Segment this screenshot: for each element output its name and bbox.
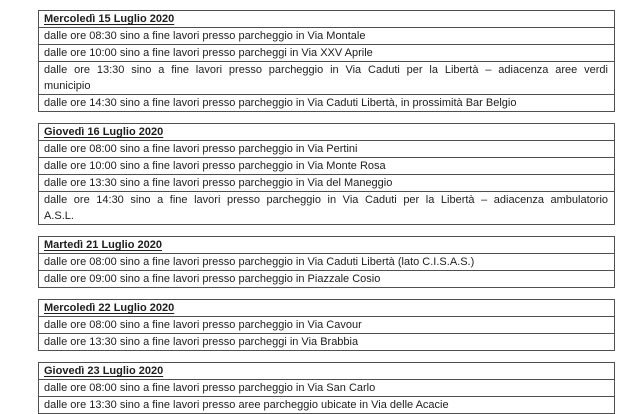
date-header: Mercoledì 15 Luglio 2020: [44, 13, 175, 25]
date-header-row: [39, 363, 614, 379]
row-text: dalle ore 08:00 sino a fine lavori presso parcheggio in Via Cavour: [44, 319, 362, 331]
row-text: dalle ore 14:30 sino a fine lavori presso parcheggio in Via Caduti Libertà, in prossimità Bar Belgio: [44, 97, 517, 109]
table-row: [39, 379, 614, 396]
table-row: [39, 191, 614, 224]
table-row: [39, 140, 614, 157]
date-header: Giovedì 16 Luglio 2020: [44, 126, 164, 138]
row-text: dalle ore 10:00 sino a fine lavori presso parcheggi in Via XXV Aprile: [44, 47, 373, 59]
row-text: dalle ore 13:30 sino a fine lavori presso aree parcheggio ubicate in Via delle Acacie: [44, 399, 449, 411]
row-text: dalle ore 08:00 sino a fine lavori presso parcheggio in Via Pertini: [44, 143, 358, 155]
table-row: [39, 270, 614, 287]
table-row: [39, 174, 614, 191]
date-header-row: [39, 11, 614, 27]
row-text: dalle ore 13:30 sino a fine lavori presso parcheggi in Via Brabbia: [44, 336, 359, 348]
date-header: Giovedì 23 Luglio 2020: [44, 365, 164, 377]
row-text: dalle ore 08:00 sino a fine lavori presso parcheggio in Via Caduti Libertà (lato C.I.S.A.S.): [44, 256, 475, 268]
row-text-continuation: A.S.L.: [44, 210, 74, 222]
date-header-row: [39, 124, 614, 140]
schedule-table-mercoledi-15: [38, 10, 615, 112]
date-header-row: [39, 237, 614, 253]
row-text: dalle ore 14:30 sino a fine lavori presso parcheggio in Via Caduti per la Libertà – adiacenza ambulatorio: [44, 194, 608, 206]
schedule-table-mercoledi-22: [38, 299, 615, 351]
date-header-row: [39, 300, 614, 316]
row-text: dalle ore 08:30 sino a fine lavori presso parcheggio in Via Montale: [44, 30, 366, 42]
row-text-continuation: municipio: [44, 80, 91, 92]
table-row: [39, 333, 614, 350]
table-row: [39, 61, 614, 94]
date-header: Martedì 21 Luglio 2020: [44, 239, 162, 251]
schedule-table-martedi-21: [38, 236, 615, 288]
table-row: [39, 253, 614, 270]
table-row: [39, 27, 614, 44]
table-row: [39, 316, 614, 333]
row-text: dalle ore 10:00 sino a fine lavori presso parcheggio in Via Monte Rosa: [44, 160, 386, 172]
schedule-table-giovedi-23: [38, 362, 615, 414]
schedule-table-giovedi-16: [38, 123, 615, 225]
table-row: [39, 94, 614, 111]
table-row: [39, 44, 614, 61]
row-text: dalle ore 13:30 sino a fine lavori presso parcheggio in Via Caduti per la Libertà – adiacenza aree verdi: [44, 64, 608, 76]
row-text: dalle ore 08:00 sino a fine lavori presso parcheggio in Via San Carlo: [44, 382, 376, 394]
row-text: dalle ore 09:00 sino a fine lavori presso parcheggio in Piazzale Cosio: [44, 273, 381, 285]
table-row: [39, 157, 614, 174]
table-row: [39, 396, 614, 413]
row-text: dalle ore 13:30 sino a fine lavori presso parcheggio in Via del Maneggio: [44, 177, 393, 189]
date-header: Mercoledì 22 Luglio 2020: [44, 302, 175, 314]
